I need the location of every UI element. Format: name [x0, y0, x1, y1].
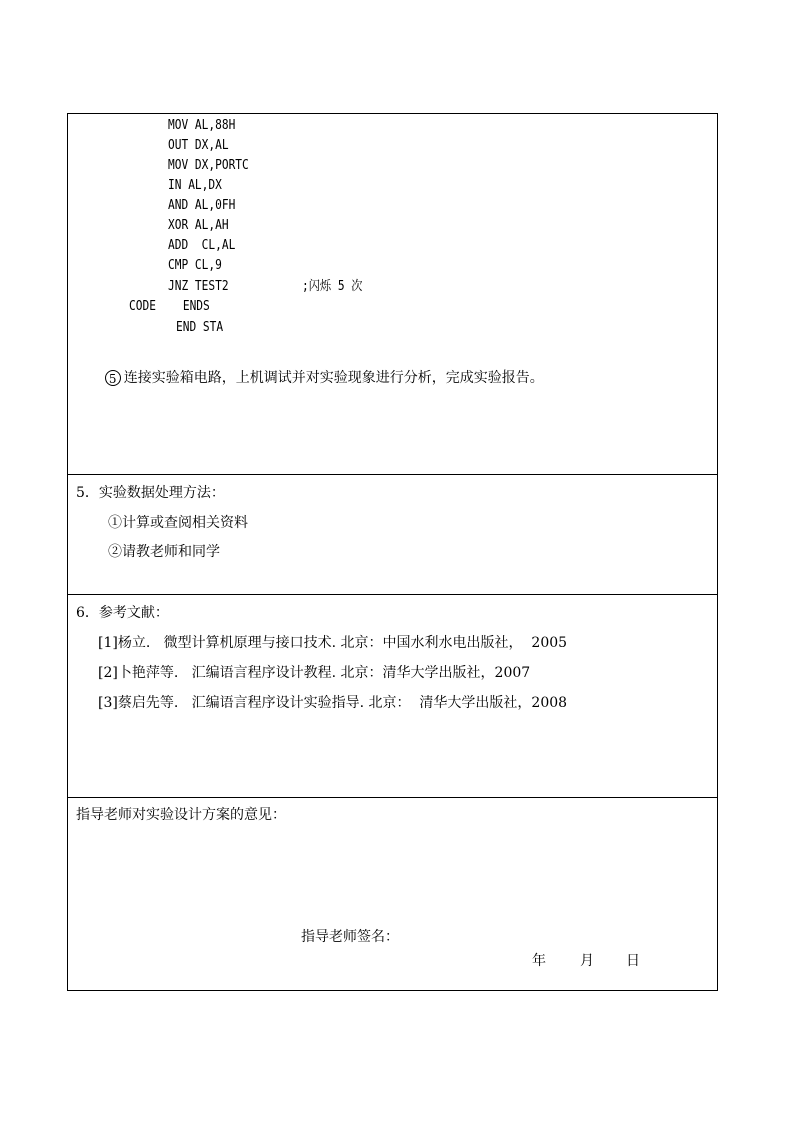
- code-line: END STA: [176, 320, 224, 335]
- code-line: OUT DX,AL: [168, 138, 229, 153]
- code-section: [68, 114, 717, 474]
- code-line: ADD CL,AL: [168, 238, 236, 253]
- references-section: [68, 594, 717, 797]
- reference-item: [2]卜艳萍等. 汇编语言程序设计教程. 北京：清华大学出版社，2007: [98, 665, 531, 681]
- section-6-title: 6．参考文献：: [76, 605, 169, 621]
- code-line: CODE ENDS: [129, 299, 210, 314]
- date-month: 月: [580, 953, 594, 969]
- reference-item: [1]杨立. 微型计算机原理与接口技术. 北京：中国水利水电出版社， 2005: [98, 635, 568, 651]
- opinion-title: 指导老师对实验设计方案的意见：: [76, 807, 286, 823]
- date-day: 日: [626, 953, 640, 969]
- step-5: [78, 348, 544, 408]
- date-year: 年: [532, 953, 546, 969]
- code-line: MOV DX,PORTC: [168, 158, 249, 173]
- code-line: CMP CL,9: [168, 258, 222, 273]
- section-5-title: 5．实验数据处理方法：: [76, 485, 225, 501]
- step-number: 5: [105, 370, 121, 386]
- code-line: JNZ TEST2: [168, 279, 229, 294]
- step-5-text: 连接实验箱电路，上机调试并对实验现象进行分析，完成实验报告。: [123, 370, 544, 386]
- advisor-opinion-section: [68, 797, 717, 990]
- code-line: IN AL,DX: [168, 178, 222, 193]
- section-5-item: ②请教老师和同学: [108, 544, 220, 560]
- code-line: MOV AL,88H: [168, 118, 236, 133]
- code-comment: ;闪烁 5 次: [302, 279, 363, 294]
- report-table: [67, 113, 718, 991]
- data-processing-section: [68, 474, 717, 594]
- code-line: XOR AL,AH: [168, 218, 229, 233]
- reference-item: [3]蔡启先等. 汇编语言程序设计实验指导. 北京： 清华大学出版社，2008: [98, 695, 568, 711]
- signature-label: 指导老师签名：: [301, 929, 399, 945]
- section-5-item: ①计算或查阅相关资料: [108, 515, 248, 531]
- code-line: AND AL,0FH: [168, 198, 236, 213]
